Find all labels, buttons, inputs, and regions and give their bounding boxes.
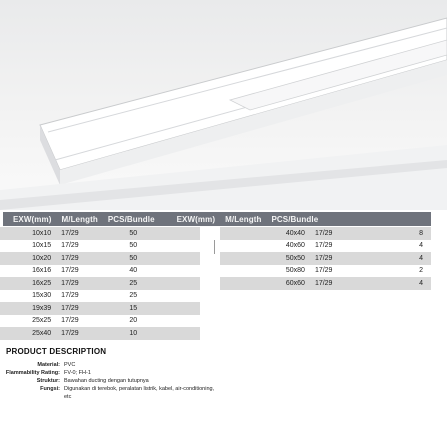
table-row: 25x40 17/29 10 [0, 327, 200, 340]
table-row: 10x10 17/29 50 [0, 227, 200, 240]
table-row: 10x15 17/29 50 [32, 242, 138, 250]
header-pcs-right: PCS/Bundle [271, 214, 319, 224]
spec-table-header [3, 212, 431, 226]
desc-label: Struktur: [36, 378, 60, 384]
table-row: 40x60 17/29 4 [285, 242, 423, 250]
header-ex-w-right: EXW(mm) [176, 214, 216, 224]
header-length-left: M/Length [61, 214, 98, 224]
spec-table-right [220, 227, 431, 290]
header-ex-w-left: EXW(mm) [13, 214, 52, 224]
table-row: 40x40 17/29 8 [220, 227, 431, 240]
desc-label: Flammability Rating: [5, 370, 60, 376]
cable-trunking-illustration [0, 0, 447, 210]
table-row: 25x25 17/29 20 [32, 317, 138, 325]
desc-row-struktur [0, 378, 149, 384]
table-row: 16x16 17/29 40 [32, 267, 138, 275]
desc-row-material [0, 362, 75, 368]
desc-value: Bawahan ducting dengan tutupnya [64, 378, 149, 384]
table-row: 10x20 17/29 50 [0, 252, 200, 265]
desc-row-flammability [0, 370, 91, 376]
table-row: 50x80 17/29 2 [285, 267, 423, 275]
spec-table-left [0, 227, 200, 340]
desc-value: PVC [64, 362, 76, 368]
header-length-right: M/Length [225, 214, 262, 224]
desc-value: etc [64, 394, 72, 400]
product-photo [0, 0, 447, 210]
header-pcs-left: PCS/Bundle [107, 214, 155, 224]
table-row: 15x30 17/29 25 [32, 292, 138, 300]
desc-value: FV-0; FH-1 [64, 370, 91, 376]
product-description-title: PRODUCT DESCRIPTION [6, 347, 107, 356]
table-row: 60x60 17/29 4 [220, 277, 431, 290]
table-row: 50x50 17/29 4 [220, 252, 431, 265]
table-row: 19x39 17/29 15 [0, 302, 200, 315]
desc-row-fungsi-cont [0, 394, 71, 400]
table-row: 16x25 17/29 25 [0, 277, 200, 290]
desc-label: Material: [37, 362, 60, 368]
desc-value: Digunakan di terebok, peralatan listrik, kabel, air-conditioning, [64, 386, 215, 392]
column-divider [214, 240, 215, 254]
desc-row-fungsi [0, 386, 214, 392]
desc-label: Fungsi: [40, 386, 60, 392]
